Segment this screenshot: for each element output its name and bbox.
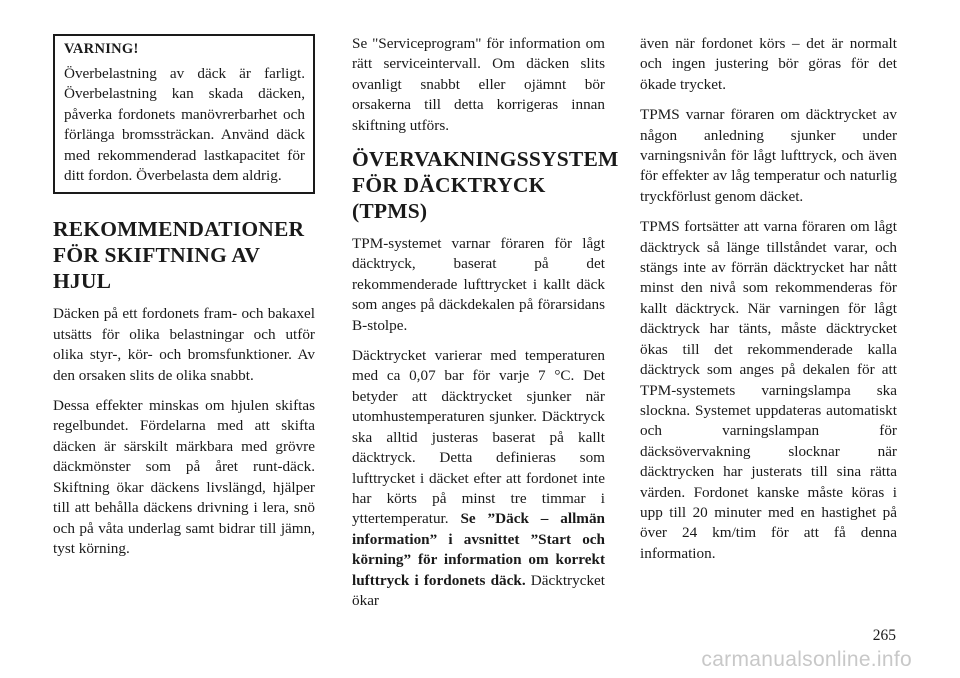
temperature-text: Däcktrycket varierar med temperaturen med ca 0,07 bar för varje 7 °C. Det betyder att däcktrycket sjunker när utomhustemperaturen sjunker. Däcktryck ska alltid justeras baserat på kallt däcktryck. Detta definieras som lufttrycket i däcket efter att fordonet inte har körts på minst tre timmar i yttertemperatur. [352,347,605,528]
body-paragraph: TPMS varnar föraren om däcktrycket av någon anledning sjunker under varningsnivån för lågt lufttryck, och även för effekter av låg temperatur och naturlig tryckförlust genom däcket. [640,106,897,205]
body-paragraph: även när fordonet körs – det är normalt och ingen justering bör göras för det ökade trycket. [640,35,897,93]
body-paragraph: Däcken på ett fordonets fram- och bakaxel utsätts för olika belastningar och utför olika styr-, kör- och bromsfunktioner. Av den orsaken slits de olika snabbt. [53,305,315,384]
body-paragraph-temperature [352,346,605,611]
body-paragraph: TPMS fortsätter att varna föraren om lågt däcktryck så länge tillståndet varar, och stängs inte av förrän däcktrycket har nått minst den nivå som rekommenderas för kallt däcktryck. När varningen för lågt däcktryck har tänts, måste däcktrycket ökas till det rekommenderade kalla däcktryck som anges på dekalen för att TPM-systemets varningslampa ska slockna. Systemet uppdateras automatiskt och varningslampan för däcksövervakning slocknar när däcktrycken har justerats till sina rätta värden. Fordonet kanske måste köras i upp till 20 minuter med en hastighet på över 24 km/tim för att få denna information. [640,218,897,562]
body-paragraph: Se "Serviceprogram" för information om rätt serviceintervall. Om däcken slits ovanligt snabbt eller ojämnt bör orsakerna till detta korrigeras innan skiftning utförs. [352,35,605,134]
column-middle [352,34,619,621]
section-heading-tpms: ÖVERVAKNINGSSYSTEM FÖR DÄCKTRYCK (TPMS) [352,147,619,224]
body-paragraph: Dessa effekter minskas om hjulen skiftas regelbundet. Fördelarna med att skifta däcken är särskilt märkbara med grövre däckmönster som på året runt-däck. Skiftning ökar däckens livslängd, hjälper till att behålla däckens drivning i lera, snö och på våta underlag samt bidrar till jämn, tyst körning. [53,397,315,557]
continued-text: Däcktrycket ökar [352,571,606,609]
column-right [640,34,897,574]
section-heading-wheel-rotation: REKOMMENDATIONER FÖR SKIFTNING AV HJUL [53,217,305,294]
column-left [53,34,315,569]
tire-info-reference: Se ”Däck – allmän information” i avsnittet ”Start och körning” för information om korrekt lufttryck i fordonets däck. [352,510,605,589]
body-paragraph: TPM-systemet varnar föraren för lågt däcktryck, baserat på det rekommenderade lufttrycket i kallt däck som anges på däckdekalen på förarsidans B-stolpe. [352,235,605,334]
page-number: 265 [872,627,896,644]
warning-box [53,34,315,194]
warning-title: VARNING! [64,41,139,57]
warning-text: Överbelastning av däck är farligt. Överbelastning kan skada däcken, påverka fordonets manövrerbarhet och förlänga bromssträckan. Använd däck med rekommenderad lastkapacitet för ditt fordon. Överbelasta dem aldrig. [64,65,305,185]
watermark: carmanualsonline.info [701,648,912,671]
